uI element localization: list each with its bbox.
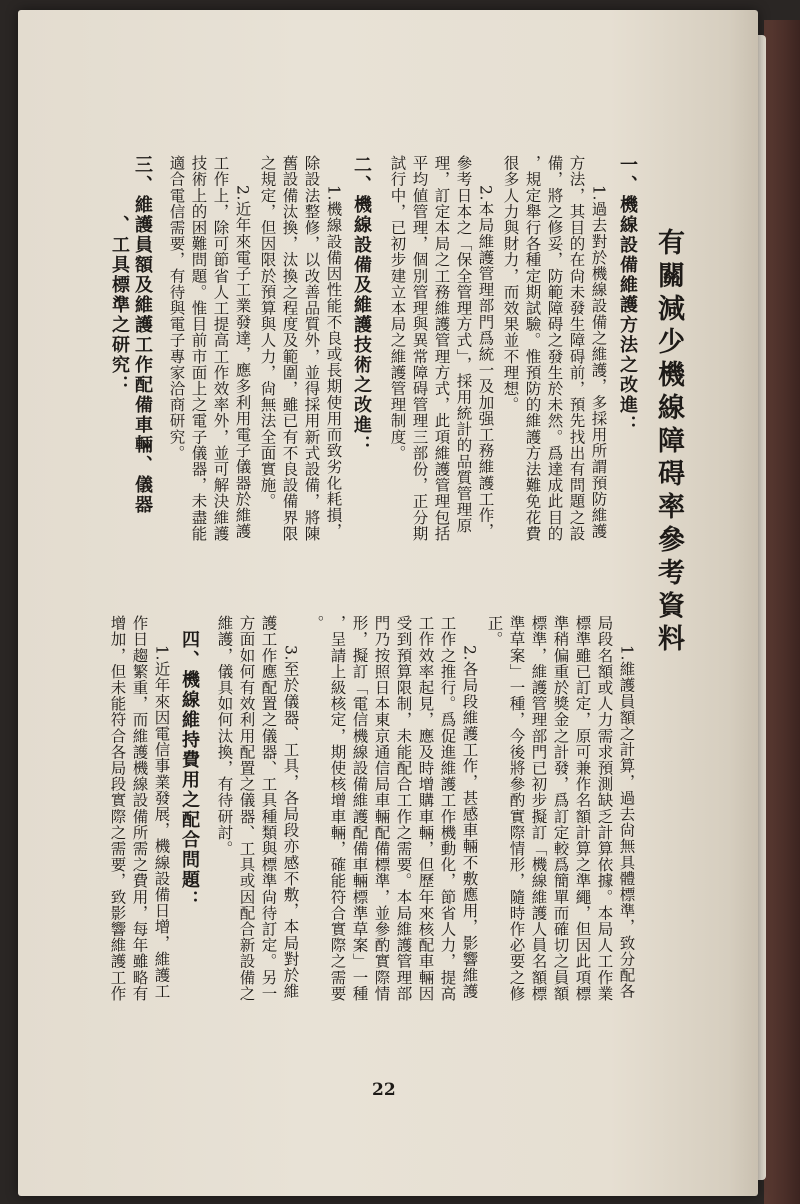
section-heading: 一、機線設備維護方法之改進： (617, 155, 638, 435)
page-number: 22 (372, 1080, 396, 1100)
text-column: 準稍偏重於獎金之計發，爲訂定較爲簡單而確切之員額 (551, 615, 570, 1002)
text-column: 方法，其目的在尙未發生障碍前，預先找出有問題之設 (567, 155, 586, 542)
text-column: 受到預算限制，未能配合工作之需要。本局維護管理部 (394, 615, 413, 1002)
text-column: 平均値管理，個別管理與異常障碍管理三部份，正分期 (410, 155, 429, 542)
text-column: 理，訂定本局之工務維護管理方式，此項維護管理包括 (432, 155, 451, 542)
text-column: 工作上，除可節省人工提高工作效率外，並可解決維護 (211, 155, 230, 542)
section-heading: 四、機線維持費用之配合問題： (179, 630, 200, 910)
text-column: 形，擬訂「電信機線設備維護配備車輛標準草案」一種 (350, 615, 369, 1002)
text-column: 增加，但未能符合各局段實際之需要，致影響維護工作 (108, 615, 127, 1002)
text-column: 1.機線設備因性能不良或長期使用而致劣化耗損， (324, 185, 343, 540)
text-column: 舊設備汰換，汰換之程度及範圍，雖已有不良設備界限 (280, 155, 299, 542)
text-column: 2.本局維護管理部門爲統一及加强工務維護工作， (476, 185, 495, 540)
text-column: 2.近年來電子工業發達，應多利用電子儀器於維護 (233, 185, 252, 540)
text-column: 1.維護員額之計算，過去尙無具體標準，致分配各 (617, 645, 636, 1000)
text-column: 標準，維護管理部門已初步擬訂「機線維護人員名額標 (529, 615, 548, 1002)
text-column: 1.近年來因電信事業發展，機線設備日增，維護工 (152, 645, 171, 1000)
text-column: 工作效率起見，應及時增購車輛，但歷年來核配車輛因 (416, 615, 435, 1002)
text-column: 技術上的困難問題。惟目前市面上之電子儀器，未盡能 (189, 155, 208, 542)
text-column: 除設法整修，以改善品質外，並得採用新式設備，將陳 (302, 155, 321, 542)
section-heading: 二、機線設備及維護技術之改進： (351, 155, 372, 455)
text-column: 參考日本之「保全管理方式」，採用統計的品質管理原 (454, 155, 473, 534)
text-column: 維護，儀具如何汰換，有待研討。 (215, 615, 234, 857)
text-column: ，規定舉行各種定期試驗。惟預防的維護方法難免花費 (523, 155, 542, 542)
text-column: 3.至於儀器、工具，各局段亦感不敷，本局對於維 (281, 645, 300, 1000)
text-column: 試行中，已初步建立本局之維護管理制度。 (388, 155, 407, 461)
text-column: 局段名額或人力需求預測缺乏計算依據。本局人工作業 (595, 615, 614, 1002)
text-column: 之規定，但因限於預算與人力，尙無法全面實施。 (258, 155, 277, 510)
section-heading: 三、維護員額及維護工作配備車輛、儀器 (132, 155, 153, 515)
text-column: 標準雖已訂定，原可兼作名額計算之準繩，但因此項標 (573, 615, 592, 1002)
text-column: 備，將之修妥，防範障碍之發生於未然。爲達成此目的 (545, 155, 564, 542)
text-column: 門乃按照日本東京通信局車輛配備標準，並參酌實際情 (372, 615, 391, 1002)
text-column: 2.各局段維護工作，甚感車輛不敷應用，影響維護 (460, 645, 479, 1000)
text-column: 很多人力與財力，而效果並不理想。 (501, 155, 520, 413)
text-column: 護工作應配置之儀器、工具種類與標準尙待訂定。另一 (259, 615, 278, 1002)
text-column: 正。 (485, 615, 504, 648)
text-column: 。 (306, 615, 325, 632)
text-column: ，呈請上級核定，期使核增車輛，確能符合實際之需要 (328, 615, 347, 1002)
text-column: 方面如何有效利用配置之儀器、工具或因配合新設備之 (237, 615, 256, 1002)
text-column: 工作之推行。爲促進維護工作機動化，節省人力，提高 (438, 615, 457, 1002)
section-heading: 、工具標準之研究： (109, 215, 130, 395)
page-title: 有關減少機線障碍率參考資料 (653, 228, 684, 657)
text-column: 準草案」一種，今後將參酌實際情形，隨時作必要之修 (507, 615, 526, 1002)
text-column: 1.過去對於機線設備之維護，多採用所謂預防維護 (589, 185, 608, 540)
text-column: 適合電信需要，有待與電子專家洽商研究。 (167, 155, 186, 461)
text-column: 作日趨繁重，而維護機線設備所需之費用，每年雖略有 (130, 615, 149, 1002)
